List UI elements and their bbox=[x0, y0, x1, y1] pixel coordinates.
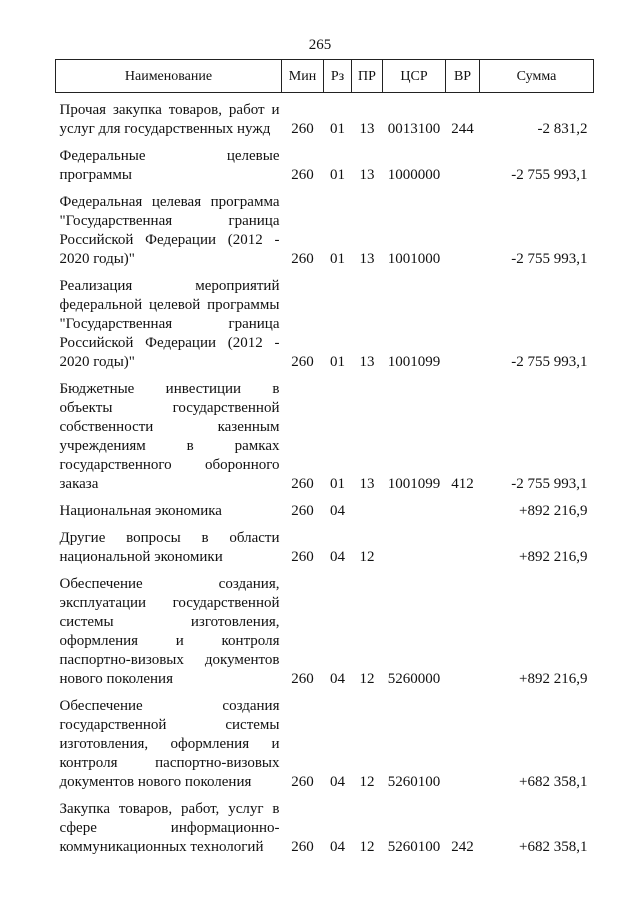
row-sum: -2 831,2 bbox=[537, 121, 588, 137]
row-min: 260 bbox=[291, 167, 314, 183]
row-name-line: контроля паспортно-визовых bbox=[59, 755, 280, 771]
row-rz: 01 bbox=[330, 354, 345, 370]
row-name bbox=[56, 521, 282, 567]
row-name-line: программы bbox=[59, 167, 132, 183]
row-csr: 0013100 bbox=[387, 121, 441, 137]
row-name-line: Бюджетные инвестиции в bbox=[59, 381, 280, 397]
row-rz: 01 bbox=[330, 167, 345, 183]
budget-table bbox=[55, 59, 594, 857]
row-csr: 1000000 bbox=[387, 167, 441, 183]
row-min: 260 bbox=[291, 251, 314, 267]
row-sum: +892 216,9 bbox=[519, 549, 588, 565]
table-body bbox=[56, 93, 594, 858]
row-name bbox=[56, 567, 282, 689]
row-sum: +892 216,9 bbox=[519, 503, 588, 519]
row-vr: 242 bbox=[451, 839, 474, 855]
table-row bbox=[56, 269, 594, 372]
row-csr: 5260100 bbox=[387, 774, 441, 790]
row-name-line: государственного оборонного bbox=[59, 457, 280, 473]
row-name-line: сфере информационно- bbox=[59, 820, 280, 836]
row-name-line: изготовления, оформления и bbox=[59, 736, 280, 752]
row-name-line: Национальная экономика bbox=[59, 503, 222, 519]
row-name-line: собственности казенным bbox=[59, 419, 280, 435]
row-csr bbox=[383, 521, 446, 567]
header-sum: Сумма bbox=[480, 60, 594, 93]
table-row bbox=[56, 372, 594, 494]
row-name-line: "Государственная граница bbox=[59, 213, 280, 229]
row-name-line: Обеспечение создания, bbox=[59, 576, 280, 592]
row-sum: -2 755 993,1 bbox=[511, 476, 588, 492]
row-vr bbox=[446, 567, 480, 689]
row-pr: 13 bbox=[359, 121, 375, 137]
row-name-line: Российской Федерации (2012 - bbox=[59, 335, 280, 351]
row-sum: -2 755 993,1 bbox=[511, 251, 588, 267]
row-name-line: 2020 годы)" bbox=[59, 354, 135, 370]
row-pr: 12 bbox=[359, 549, 375, 565]
table-header bbox=[56, 60, 594, 93]
row-name-line: Закупка товаров, работ, услуг в bbox=[59, 801, 280, 817]
row-name-line: национальной экономики bbox=[59, 549, 223, 565]
row-pr: 13 bbox=[359, 354, 375, 370]
row-name-line: государственной системы bbox=[59, 717, 280, 733]
row-vr bbox=[446, 269, 480, 372]
header-csr: ЦСР bbox=[383, 60, 446, 93]
row-sum: +892 216,9 bbox=[519, 671, 588, 687]
header-row bbox=[56, 60, 594, 93]
row-pr bbox=[352, 494, 383, 521]
row-name bbox=[56, 792, 282, 857]
header-rz: Рз bbox=[324, 60, 352, 93]
row-name-line: Реализация мероприятий bbox=[59, 278, 280, 294]
row-name-line: 2020 годы)" bbox=[59, 251, 135, 267]
row-csr: 5260100 bbox=[387, 839, 441, 855]
row-rz: 04 bbox=[330, 774, 345, 790]
row-vr bbox=[446, 521, 480, 567]
row-name bbox=[56, 689, 282, 792]
row-vr: 412 bbox=[451, 476, 474, 492]
table-row bbox=[56, 139, 594, 185]
row-pr: 13 bbox=[359, 167, 375, 183]
row-name-line: объекты государственной bbox=[59, 400, 280, 416]
row-rz: 04 bbox=[330, 839, 345, 855]
row-name bbox=[56, 269, 282, 372]
row-rz: 04 bbox=[330, 549, 345, 565]
row-name bbox=[56, 93, 282, 140]
row-min: 260 bbox=[291, 549, 314, 565]
row-name bbox=[56, 494, 282, 521]
page-number: 265 bbox=[308, 37, 332, 53]
row-min: 260 bbox=[291, 774, 314, 790]
row-pr: 13 bbox=[359, 476, 375, 492]
row-rz: 01 bbox=[330, 251, 345, 267]
row-name-line: "Государственная граница bbox=[59, 316, 280, 332]
row-name-line: системы изготовления, bbox=[59, 614, 280, 630]
row-pr: 12 bbox=[359, 774, 375, 790]
row-csr: 5260000 bbox=[387, 671, 441, 687]
row-name-line: заказа bbox=[59, 476, 99, 492]
row-rz: 01 bbox=[330, 476, 345, 492]
row-name-line: документов нового поколения bbox=[59, 774, 252, 790]
header-vr: ВР bbox=[446, 60, 480, 93]
header-pr: ПР bbox=[352, 60, 383, 93]
row-csr bbox=[383, 494, 446, 521]
table-row bbox=[56, 93, 594, 140]
row-name-line: Прочая закупка товаров, работ и bbox=[59, 102, 280, 118]
table-row bbox=[56, 689, 594, 792]
table-row bbox=[56, 567, 594, 689]
table-row bbox=[56, 185, 594, 269]
row-pr: 12 bbox=[359, 839, 375, 855]
row-min: 260 bbox=[291, 671, 314, 687]
row-vr bbox=[446, 494, 480, 521]
row-min: 260 bbox=[291, 121, 314, 137]
row-name bbox=[56, 185, 282, 269]
row-name-line: коммуникационных технологий bbox=[59, 839, 264, 855]
row-name-line: нового поколения bbox=[59, 671, 173, 687]
row-name-line: Федеральные целевые bbox=[59, 148, 280, 164]
row-vr bbox=[446, 185, 480, 269]
row-name-line: Федеральная целевая программа bbox=[59, 194, 280, 210]
header-name: Наименование bbox=[56, 60, 282, 93]
row-pr: 12 bbox=[359, 671, 375, 687]
row-vr bbox=[446, 689, 480, 792]
table-row bbox=[56, 792, 594, 857]
row-name-line: услуг для государственных нужд bbox=[59, 121, 271, 137]
row-name bbox=[56, 139, 282, 185]
row-pr: 13 bbox=[359, 251, 375, 267]
row-name-line: паспортно-визовых документов bbox=[59, 652, 280, 668]
row-min: 260 bbox=[291, 354, 314, 370]
row-min: 260 bbox=[291, 503, 314, 519]
row-min: 260 bbox=[291, 839, 314, 855]
row-rz: 04 bbox=[330, 671, 345, 687]
header-min: Мин bbox=[282, 60, 324, 93]
table-row bbox=[56, 521, 594, 567]
table-row bbox=[56, 494, 594, 521]
row-csr: 1001000 bbox=[387, 251, 441, 267]
row-sum: -2 755 993,1 bbox=[511, 167, 588, 183]
row-name-line: оформления и контроля bbox=[59, 633, 280, 649]
row-vr: 244 bbox=[451, 121, 474, 137]
row-name-line: Российской Федерации (2012 - bbox=[59, 232, 280, 248]
row-name bbox=[56, 372, 282, 494]
row-name-line: эксплуатации государственной bbox=[59, 595, 280, 611]
row-name-line: федеральной целевой программы bbox=[59, 297, 280, 313]
row-sum: +682 358,1 bbox=[519, 839, 588, 855]
row-name-line: Другие вопросы в области bbox=[59, 530, 280, 546]
row-rz: 01 bbox=[330, 121, 345, 137]
row-csr: 1001099 bbox=[387, 354, 441, 370]
row-vr bbox=[446, 139, 480, 185]
row-sum: -2 755 993,1 bbox=[511, 354, 588, 370]
row-name-line: Обеспечение создания bbox=[59, 698, 280, 714]
row-name-line: учреждениям в рамках bbox=[59, 438, 280, 454]
row-sum: +682 358,1 bbox=[519, 774, 588, 790]
row-rz: 04 bbox=[330, 503, 345, 519]
row-min: 260 bbox=[291, 476, 314, 492]
row-csr: 1001099 bbox=[387, 476, 441, 492]
